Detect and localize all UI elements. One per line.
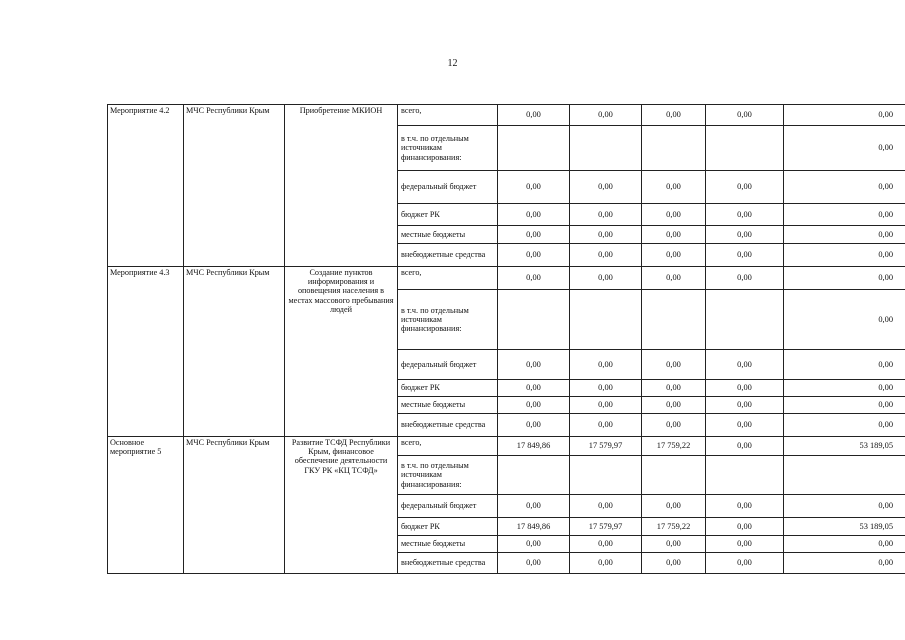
amount-cell-v3: 0,00 [642,495,706,518]
amount-cell-v4: 0,00 [706,397,784,414]
amount-cell-v1: 0,00 [498,244,570,267]
amount-cell-v2: 0,00 [570,380,642,397]
amount-cell-v2: 0,00 [570,226,642,244]
amount-cell-v3: 17 759,22 [642,437,706,456]
amount-cell-v5: 53 189,05 [784,518,905,536]
funding-source-cell: федеральный бюджет [398,350,498,380]
funding-source-cell: бюджет РК [398,204,498,226]
amount-cell-v5: 0,00 [784,553,905,574]
amount-cell-v1: 0,00 [498,553,570,574]
amount-cell-v2 [570,290,642,350]
funding-source-cell: местные бюджеты [398,397,498,414]
executor-cell: МЧС Республики Крым [184,437,285,574]
amount-cell-v2: 0,00 [570,105,642,126]
amount-cell-v2: 0,00 [570,414,642,437]
funding-source-cell: внебюджетные средства [398,414,498,437]
amount-cell-v2: 0,00 [570,244,642,267]
amount-cell-v5: 53 189,05 [784,437,905,456]
amount-cell-v1 [498,290,570,350]
amount-cell-v3: 0,00 [642,380,706,397]
amount-cell-v1: 0,00 [498,380,570,397]
amount-cell-v5: 0,00 [784,171,905,204]
funding-table [107,104,905,574]
funding-source-cell: внебюджетные средства [398,244,498,267]
amount-cell-v3: 0,00 [642,204,706,226]
funding-source-cell: местные бюджеты [398,536,498,553]
amount-cell-v4: 0,00 [706,105,784,126]
amount-cell-v4: 0,00 [706,553,784,574]
amount-cell-v4 [706,126,784,171]
amount-cell-v5: 0,00 [784,244,905,267]
amount-cell-v3: 0,00 [642,397,706,414]
description-cell: Приобретение МКИОН [285,105,398,267]
amount-cell-v3 [642,290,706,350]
amount-cell-v2: 17 579,97 [570,518,642,536]
funding-source-cell: внебюджетные средства [398,553,498,574]
amount-cell-v1: 0,00 [498,171,570,204]
amount-cell-v5: 0,00 [784,350,905,380]
amount-cell-v3: 0,00 [642,244,706,267]
amount-cell-v2: 0,00 [570,536,642,553]
amount-cell-v2 [570,126,642,171]
amount-cell-v1: 17 849,86 [498,518,570,536]
amount-cell-v4: 0,00 [706,380,784,397]
amount-cell-v4: 0,00 [706,518,784,536]
amount-cell-v5 [784,456,905,495]
amount-cell-v5: 0,00 [784,105,905,126]
amount-cell-v3: 0,00 [642,171,706,204]
amount-cell-v4: 0,00 [706,204,784,226]
amount-cell-v4: 0,00 [706,437,784,456]
funding-source-cell: федеральный бюджет [398,495,498,518]
funding-source-cell: бюджет РК [398,380,498,397]
amount-cell-v5: 0,00 [784,397,905,414]
executor-cell: МЧС Республики Крым [184,267,285,437]
amount-cell-v4 [706,456,784,495]
amount-cell-v3: 0,00 [642,350,706,380]
amount-cell-v1: 0,00 [498,397,570,414]
amount-cell-v1: 0,00 [498,226,570,244]
amount-cell-v3: 0,00 [642,105,706,126]
amount-cell-v2: 0,00 [570,397,642,414]
amount-cell-v5: 0,00 [784,380,905,397]
amount-cell-v4 [706,290,784,350]
event-cell: Мероприятие 4.3 [108,267,184,437]
amount-cell-v5: 0,00 [784,204,905,226]
amount-cell-v1: 0,00 [498,204,570,226]
amount-cell-v4: 0,00 [706,536,784,553]
amount-cell-v2: 17 579,97 [570,437,642,456]
amount-cell-v4: 0,00 [706,495,784,518]
amount-cell-v1: 0,00 [498,495,570,518]
funding-source-cell: бюджет РК [398,518,498,536]
amount-cell-v3 [642,456,706,495]
executor-cell: МЧС Республики Крым [184,105,285,267]
funding-source-cell: в т.ч. по отдельным источникам финансирования: [398,290,498,350]
page-number: 12 [447,58,458,69]
amount-cell-v3: 0,00 [642,536,706,553]
amount-cell-v4: 0,00 [706,244,784,267]
amount-cell-v5: 0,00 [784,126,905,171]
amount-cell-v5: 0,00 [784,290,905,350]
amount-cell-v3: 17 759,22 [642,518,706,536]
amount-cell-v2: 0,00 [570,171,642,204]
amount-cell-v2: 0,00 [570,553,642,574]
amount-cell-v2: 0,00 [570,350,642,380]
amount-cell-v1: 0,00 [498,350,570,380]
amount-cell-v5: 0,00 [784,267,905,290]
event-cell: Мероприятие 4.2 [108,105,184,267]
amount-cell-v3: 0,00 [642,267,706,290]
amount-cell-v5: 0,00 [784,536,905,553]
amount-cell-v4: 0,00 [706,414,784,437]
amount-cell-v3: 0,00 [642,414,706,437]
amount-cell-v3: 0,00 [642,226,706,244]
amount-cell-v3 [642,126,706,171]
description-cell: Создание пунктов информирования и оповещения населения в местах массового пребывания людей [285,267,398,437]
amount-cell-v1: 0,00 [498,105,570,126]
amount-cell-v2: 0,00 [570,204,642,226]
amount-cell-v3: 0,00 [642,553,706,574]
amount-cell-v1: 0,00 [498,536,570,553]
funding-source-cell: всего, [398,267,498,290]
amount-cell-v5: 0,00 [784,495,905,518]
funding-source-cell: всего, [398,105,498,126]
funding-source-cell: местные бюджеты [398,226,498,244]
amount-cell-v5: 0,00 [784,414,905,437]
amount-cell-v4: 0,00 [706,267,784,290]
funding-source-cell: всего, [398,437,498,456]
description-cell: Развитие ТСФД Республики Крым, финансовое обеспечение деятельности ГКУ РК «КЦ ТСФД» [285,437,398,574]
funding-source-cell: в т.ч. по отдельным источникам финансирования: [398,126,498,171]
amount-cell-v4: 0,00 [706,350,784,380]
amount-cell-v2 [570,456,642,495]
amount-cell-v4: 0,00 [706,226,784,244]
event-cell: Основное мероприятие 5 [108,437,184,574]
table-row [108,437,905,456]
amount-cell-v1: 0,00 [498,267,570,290]
amount-cell-v2: 0,00 [570,495,642,518]
amount-cell-v4: 0,00 [706,171,784,204]
table-body [108,105,905,574]
funding-source-cell: в т.ч. по отдельным источникам финансирования: [398,456,498,495]
amount-cell-v1 [498,456,570,495]
amount-cell-v1: 0,00 [498,414,570,437]
amount-cell-v1: 17 849,86 [498,437,570,456]
funding-source-cell: федеральный бюджет [398,171,498,204]
table-row [108,105,905,126]
amount-cell-v1 [498,126,570,171]
amount-cell-v5: 0,00 [784,226,905,244]
table-row [108,267,905,290]
amount-cell-v2: 0,00 [570,267,642,290]
